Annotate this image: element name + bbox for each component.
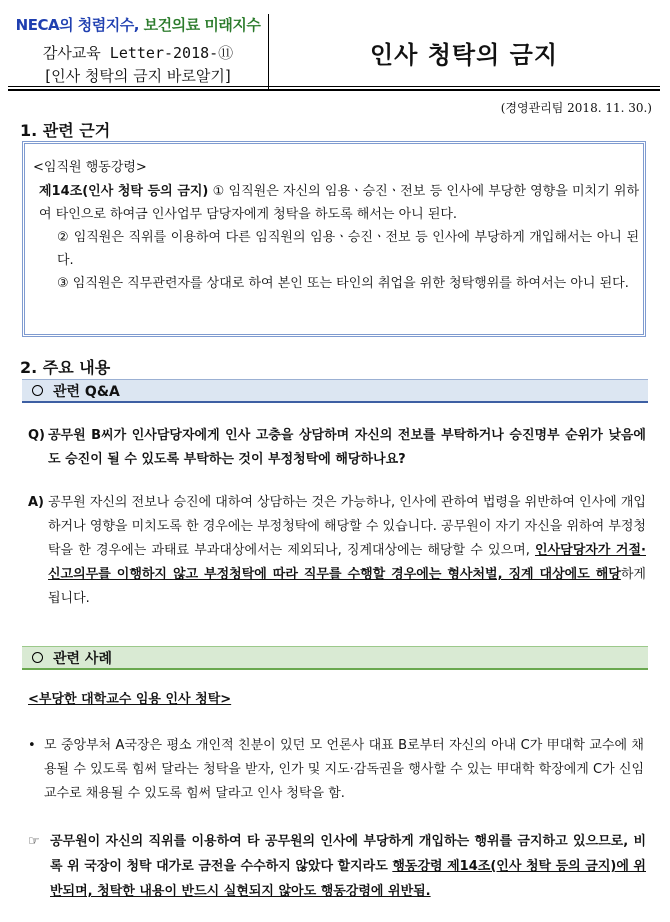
- article-14-item-3: ③ 임직원은 직무관련자를 상대로 하여 본인 또는 타인의 취업을 위한 청탁행위를 하여서는 아니 된다.: [57, 276, 629, 291]
- article-14-item-2: ② 임직원은 직위를 이용하여 다른 임직원의 임용ㆍ승진ㆍ전보 등 인사에 부당하게 개입해서는 아니 된다.: [57, 230, 639, 268]
- section-heading-basis: 1. 관련 근거: [20, 121, 111, 140]
- code-of-conduct-box: [22, 141, 646, 337]
- section-heading-main: 2. 주요 내용: [20, 358, 111, 377]
- case-bar-label: 관련 사례: [53, 650, 112, 667]
- answer-emphasis: 인사담당자가 거절·신고의무를 이행하지 않고 부정청탁에 따라 직무를 수행할 경우에는 형사처벌, 징계 대상에도 해당: [48, 543, 646, 582]
- slogan-blue-part: NECA의 청렴지수,: [15, 16, 139, 34]
- article-14-item-1: [39, 180, 639, 226]
- issue-date: (경영관리팀 2018. 11. 30.): [500, 101, 652, 115]
- question-block: [28, 424, 648, 474]
- letter-header: [8, 14, 660, 91]
- header-info-panel: [8, 14, 269, 91]
- circle-bullet-icon: [32, 385, 43, 396]
- qa-bar-label: 관련 Q&A: [53, 383, 120, 400]
- conclusion-text: [50, 829, 646, 904]
- answer-plain: 공무원 자신의 전보나 승진에 대하여 상담하는 것은 가능하나, 인사에 관하여 법령을 위반하여 인사에 개입하거나 영향을 미치도록 한 경우에는 부정청탁에 해당할 수 있습니다. 공무원이 자기 자신을 위하여 부정청탁을 한 경우에는 과태료 부과대상에서는 제외되나, 징계대상에는 해당할 수 있으며,: [48, 495, 646, 558]
- answer-mark-label: A): [28, 495, 45, 510]
- qa-section-bar: [22, 379, 648, 403]
- slogan-part-2: 보건의료 미래지수: [138, 16, 261, 34]
- circle-bullet-icon: [32, 652, 43, 663]
- slogan: [8, 14, 268, 35]
- issue-number: 감사교육 Letter-2018-⑪: [42, 44, 234, 62]
- header-divider-thick: [8, 89, 660, 91]
- bullet-icon: •: [28, 738, 36, 753]
- code-box-title: <임직원 행동강령>: [33, 160, 147, 175]
- question-text: 공무원 B씨가 인사담당자에게 인사 고충을 상담하며 자신의 전보를 부탁하거나 승진명부 순위가 낮음에도 승진이 될 수 있도록 부탁하는 것이 부정청탁에 해당하나요?: [48, 428, 646, 467]
- question-mark-label: Q): [28, 428, 45, 443]
- article-14-item-1-text: ① 임직원은 자신의 임용ㆍ승진ㆍ전보 등 인사에 부당한 영향을 미치기 위하여 타인으로 하여금 인사업무 담당자에게 청탁을 하도록 해서는 아니 된다.: [39, 184, 640, 222]
- case-text: 모 중앙부처 A국장은 평소 개인적 친분이 있던 모 언론사 대표 B로부터 자신의 아내 C가 甲대학 교수에 채용될 수 있도록 힘써 달라는 청탁을 받자, 인가 및 지도·감독권을 행사할 수 있는 甲대학 학장에게 C가 신임교수로 채용될 수 있도록 힘써 달라고 인사 청탁을 함.: [44, 738, 644, 801]
- page-title: 인사 청탁의 금지: [370, 41, 558, 69]
- case-title: <부당한 대학교수 임용 인사 청탁>: [28, 692, 232, 707]
- pointing-hand-icon: ☞: [28, 834, 40, 849]
- article-14-lead: 제14조(인사 청탁 등의 금지): [39, 184, 209, 199]
- conclusion-emphasis: 행동강령 제14조(인사 청탁 등의 금지)에 위반되며, 청탁한 내용이 반드시 실현되지 않아도 행동강령에 위반됨.: [50, 859, 646, 899]
- case-section-bar: [22, 646, 648, 670]
- answer-tail: 하게 됩니다.: [48, 567, 646, 606]
- answer-text: [48, 491, 646, 611]
- header-divider-thin: [8, 86, 660, 87]
- topic-label: [인사 청탁의 금지 바로알기]: [45, 67, 231, 85]
- answer-block: [28, 491, 648, 611]
- conclusion-plain: 공무원이 자신의 직위를 이용하여 타 공무원의 인사에 부당하게 개입하는 행위를 금지하고 있으므로, 비록 위 국장이 청탁 대가로 금전을 수수하지 않았다 할지라도: [50, 834, 646, 874]
